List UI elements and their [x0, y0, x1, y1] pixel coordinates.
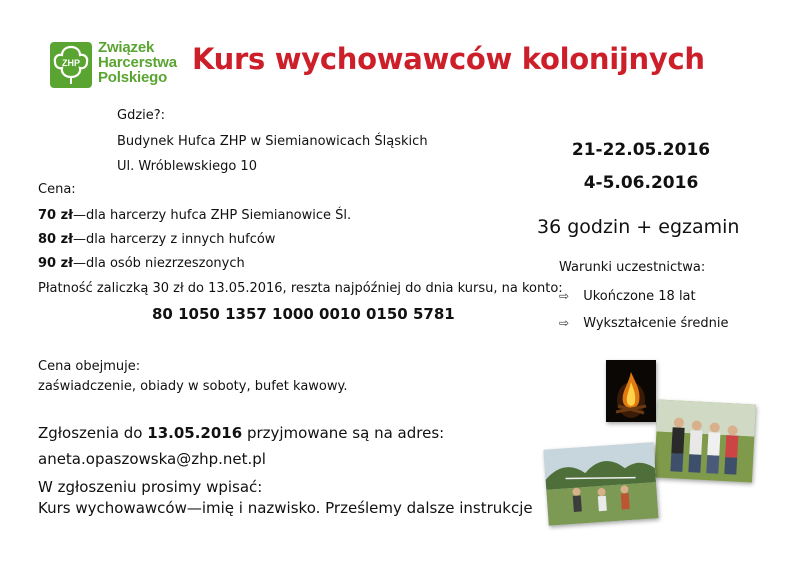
- logo-line-2: Harcerstwa: [98, 54, 177, 71]
- requirement-text: Ukończone 18 lat: [583, 289, 696, 304]
- applications-date: 13.05.2016: [147, 424, 243, 442]
- bank-account-number: 80 1050 1357 1000 0010 0150 5781: [152, 305, 455, 323]
- requirement-item: [559, 315, 728, 332]
- price-label: Cena:: [38, 182, 76, 197]
- includes-label: Cena obejmuje:: [38, 359, 141, 374]
- logo-line-1: Związek: [98, 39, 155, 56]
- price-item: [38, 208, 351, 224]
- applications-suffix: przyjmowane są na adres:: [242, 424, 445, 442]
- course-date-2: 4-5.06.2016: [583, 173, 699, 193]
- zhp-logo-text: [98, 40, 177, 85]
- includes-text: zaświadczenie, obiady w soboty, bufet kawowy.: [38, 379, 348, 394]
- requirement-item: [559, 288, 696, 305]
- course-date-1: 21-22.05.2016: [571, 140, 711, 160]
- group-photo: [654, 399, 756, 482]
- logo-line-3: Polskiego: [98, 69, 168, 86]
- price-item: [38, 232, 275, 248]
- application-instruction-label: W zgłoszeniu prosimy wpisać:: [38, 478, 263, 496]
- price-item: [38, 256, 245, 272]
- price-amount: 90 zł: [38, 256, 74, 271]
- applications-prefix: Zgłoszenia do: [38, 424, 148, 442]
- course-hours: 36 godzin + egzamin: [537, 216, 740, 238]
- page-title: Kurs wychowawców kolonijnych: [192, 42, 705, 76]
- price-description: —dla harcerzy hufca ZHP Siemianowice Śl.: [73, 208, 352, 223]
- svg-text:ZHP: ZHP: [62, 58, 80, 68]
- arrow-right-icon: ⇨: [559, 316, 570, 330]
- price-amount: 70 zł: [38, 208, 74, 223]
- where-label: Gdzie?:: [117, 108, 166, 123]
- arrow-right-icon: ⇨: [559, 289, 570, 303]
- payment-info: Płatność zaliczką 30 zł do 13.05.2016, reszta najpóźniej do dnia kursu, na konto:: [38, 281, 563, 296]
- price-amount: 80 zł: [38, 232, 74, 247]
- campfire-photo: [606, 360, 656, 422]
- contact-email[interactable]: aneta.opaszowska@zhp.net.pl: [38, 450, 266, 468]
- requirement-text: Wykształcenie średnie: [583, 316, 729, 331]
- application-format: Kurs wychowawców—imię i nazwisko. Prześlemy dalsze instrukcje: [38, 499, 533, 517]
- price-description: —dla harcerzy z innych hufców: [73, 232, 276, 247]
- where-address-line-2: Ul. Wróblewskiego 10: [117, 159, 257, 174]
- applications-deadline: [38, 425, 444, 441]
- requirements-label: Warunki uczestnictwa:: [559, 260, 706, 275]
- zhp-logo: [50, 40, 192, 92]
- price-description: —dla osób niezrzeszonych: [73, 256, 245, 271]
- outdoor-activity-photo: [543, 442, 658, 525]
- zhp-emblem-icon: [50, 42, 92, 88]
- where-address-line-1: Budynek Hufca ZHP w Siemianowicach Śląskich: [117, 134, 428, 149]
